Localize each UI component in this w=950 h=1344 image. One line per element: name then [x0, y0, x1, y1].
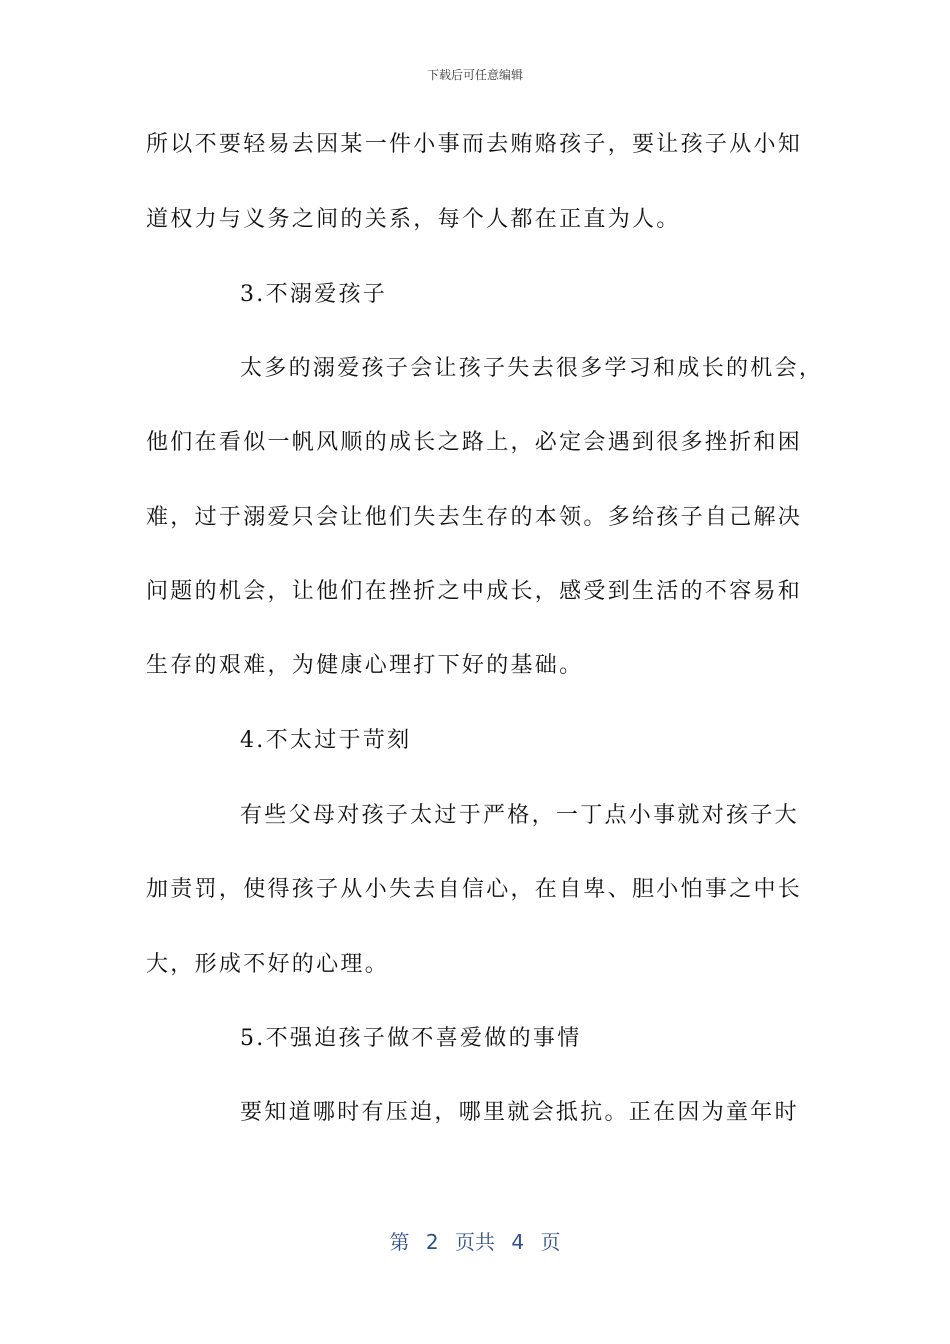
section-heading: 3.不溺爱孩子 — [240, 282, 388, 307]
text-line: 问题的机会，让他们在挫折之中成长，感受到生活的不容易和 — [146, 579, 803, 604]
text-line: 道权力与义务之间的关系，每个人都在正直为人。 — [146, 207, 681, 232]
text-line: 大，形成不好的心理。 — [146, 952, 390, 977]
page-label-suffix: 页 — [540, 1230, 561, 1254]
page-label-prefix: 第 — [389, 1230, 410, 1254]
section-heading: 5.不强迫孩子做不喜爱做的事情 — [240, 1026, 582, 1051]
current-page-number: 2 — [425, 1230, 439, 1254]
text-line: 要知道哪时有压迫，哪里就会抵抗。正在因为童年时 — [240, 1100, 799, 1125]
text-line: 生存的艰难，为健康心理打下好的基础。 — [146, 653, 584, 678]
page-header-note: 下载后可任意编辑 — [426, 68, 523, 82]
text-line: 所以不要轻易去因某一件小事而去贿赂孩子，要让孩子从小知 — [146, 132, 803, 157]
text-line: 有些父母对孩子太过于严格，一丁点小事就对孩子大 — [240, 803, 799, 828]
text-line: 他们在看似一帆风顺的成长之路上，必定会遇到很多挫折和困 — [146, 430, 803, 455]
text-line: 难，过于溺爱只会让他们失去生存的本领。多给孩子自己解决 — [146, 505, 803, 530]
page-label-mid: 页共 — [455, 1230, 495, 1254]
total-pages-number: 4 — [511, 1230, 525, 1254]
text-line: 加责罚，使得孩子从小失去自信心，在自卑、胆小怕事之中长 — [146, 877, 803, 902]
text-line: 太多的溺爱孩子会让孩子失去很多学习和成长的机会， — [240, 356, 824, 381]
section-heading: 4.不太过于苛刻 — [240, 728, 412, 753]
page-footer — [0, 1226, 950, 1255]
